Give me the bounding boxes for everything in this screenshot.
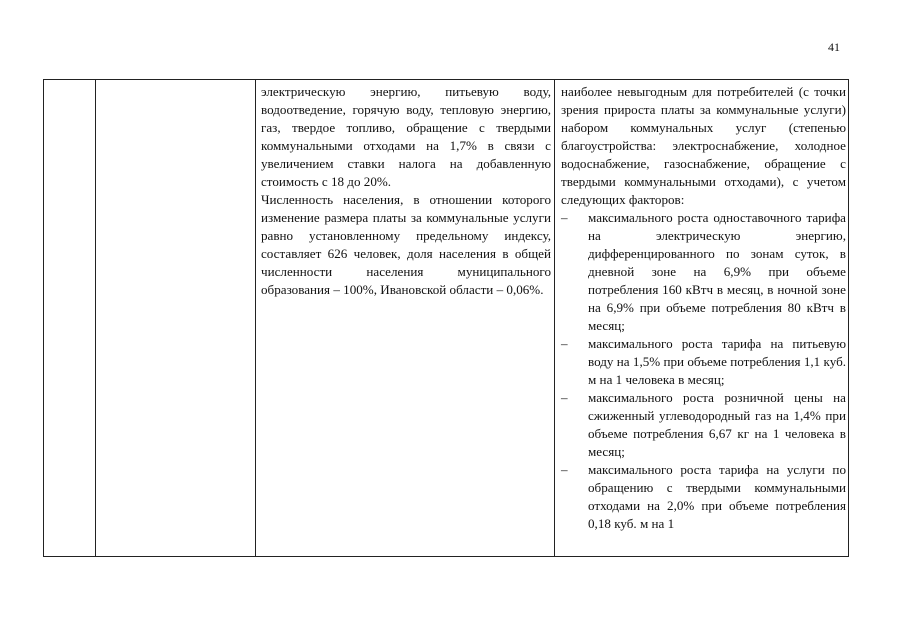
list-item: [561, 389, 846, 461]
column-3-text: [256, 80, 554, 299]
table-column-4: [555, 80, 849, 556]
list-item: [561, 461, 846, 533]
table-column-2: [96, 80, 256, 556]
page-number: 41: [828, 40, 840, 54]
column-3-paragraph: Численность населения, в отношении которого изменение размера платы за коммунальные услуги равно установленному предельному индексу, составляет 626 человек, доля населения в общей численности населения муниципального образования – 100%, Ивановской области – 0,06%.: [261, 192, 551, 297]
dash-marker: –: [561, 210, 568, 225]
list-item-text: максимального роста тарифа на услуги по обращению с твердыми коммунальными отходами на 2,0% при объеме потребления 0,18 куб. м на 1: [588, 462, 846, 531]
column-4-intro: наиболее невыгодным для потребителей (с точки зрения прироста платы за коммунальные услуги) набором коммунальных услуг (степенью благоустройства: электроснабжение, холодное водоснабжение, газоснабжение, обращение с твердыми коммунальными отходами), с учетом следующих факторов:: [561, 84, 846, 207]
dash-marker: –: [561, 462, 568, 477]
factors-list: [561, 209, 846, 533]
column-4-text: [555, 80, 849, 533]
dash-marker: –: [561, 390, 568, 405]
list-item-text: максимального роста одноставочного тарифа на электрическую энергию, дифференцированного по зонам суток, в дневной зоне на 6,9% при объеме потребления 160 кВтч в месяц, в ночной зоне на 6,9% при объеме потребления 80 кВтч в месяц;: [588, 210, 846, 333]
data-table: [43, 79, 849, 557]
list-item: [561, 335, 846, 389]
column-3-paragraph: электрическую энергию, питьевую воду, водоотведение, горячую воду, тепловую энергию, газ, твердое топливо, обращение с твердыми коммунальными отходами на 1,7% в связи с увеличением ставки налога на добавленную стоимость с 18 до 20%.: [261, 84, 551, 189]
list-item-text: максимального роста розничной цены на сжиженный углеводородный газ на 1,4% при объеме потребления 6,67 кг на 1 человека в месяц;: [588, 390, 846, 459]
dash-marker: –: [561, 336, 568, 351]
list-item-text: максимального роста тарифа на питьевую воду на 1,5% при объеме потребления 1,1 куб. м на 1 человека в месяц;: [588, 336, 846, 387]
table-column-3: [256, 80, 555, 556]
table-column-1: [44, 80, 96, 556]
list-item: [561, 209, 846, 335]
